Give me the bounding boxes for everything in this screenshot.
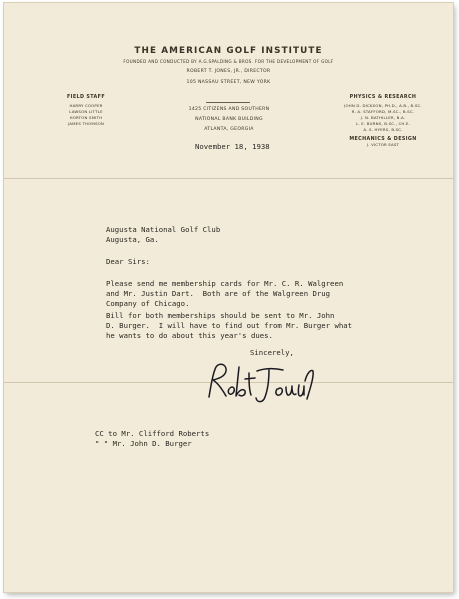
field-staff-member: HARRY COOPER bbox=[69, 103, 103, 108]
body-paragraph-2 bbox=[106, 311, 352, 341]
salutation: Dear Sirs: bbox=[106, 257, 150, 266]
director-line: ROBERT T. JONES, JR., DIRECTOR bbox=[186, 69, 271, 74]
research-staff-member: J. N. BATHILLER, B.A. bbox=[360, 115, 406, 120]
body-line: D. Burger. I will have to find out from Mr. Burger what bbox=[106, 321, 353, 330]
fold-crease-top bbox=[4, 178, 453, 179]
body-line: Company of Chicago. bbox=[106, 299, 190, 308]
physics-research-heading: PHYSICS & RESEARCH bbox=[349, 95, 417, 100]
institute-address: 105 NASSAU STREET, NEW YORK bbox=[186, 80, 271, 85]
research-staff-member: R. A. STAFFORD, M.SC., B.SC. bbox=[351, 109, 415, 114]
cc-line: CC to Mr. Clifford Roberts bbox=[95, 429, 210, 438]
body-line: he wants to do about this year's dues. bbox=[106, 331, 273, 340]
field-staff-column bbox=[50, 95, 122, 127]
office-address-line: NATIONAL BANK BUILDING bbox=[195, 117, 263, 122]
field-staff-heading: FIELD STAFF bbox=[66, 95, 106, 100]
office-divider-rule bbox=[206, 102, 250, 103]
field-staff-member: LAWSON LITTLE bbox=[69, 109, 103, 114]
office-address-line: ATLANTA, GEORGIA bbox=[204, 127, 254, 132]
research-staff-member: L. E. BURNS, B.SC., CH.E. bbox=[356, 121, 410, 126]
letter-page bbox=[4, 3, 453, 592]
body-line: and Mr. Justin Dart. Both are of the Walgreen Drug bbox=[106, 289, 331, 298]
body-paragraph-1 bbox=[106, 279, 343, 309]
body-line: Bill for both memberships should be sent to Mr. John bbox=[106, 311, 335, 320]
body-line: Please send me membership cards for Mr. C. R. Walgreen bbox=[106, 279, 344, 288]
atlanta-office-block bbox=[164, 105, 294, 135]
recipient-name: Augusta National Golf Club bbox=[106, 225, 221, 234]
mechanics-design-heading: MECHANICS & DESIGN bbox=[349, 137, 417, 142]
recipient-city: Augusta, Ga. bbox=[106, 235, 159, 244]
institute-founding-line: FOUNDED AND CONDUCTED BY A.G.SPALDING & BROS. FOR THE DEVELOPMENT OF GOLF bbox=[123, 59, 334, 64]
research-staff-member: A. S. HYERS, B.SC. bbox=[363, 127, 403, 132]
design-staff-member: J. VICTOR EAST bbox=[366, 142, 400, 147]
field-staff-member: JAMES THOMSON bbox=[67, 121, 105, 126]
office-address-line: 1425 CITIZENS AND SOUTHERN bbox=[188, 107, 270, 112]
institute-name: THE AMERICAN GOLF INSTITUTE bbox=[134, 46, 323, 56]
cc-line: " " Mr. John D. Burger bbox=[95, 439, 192, 448]
research-staff-column bbox=[332, 95, 434, 148]
complimentary-close: Sincerely, bbox=[250, 348, 294, 357]
letter-date: November 18, 1938 bbox=[195, 142, 270, 151]
field-staff-member: HORTON SMITH bbox=[69, 115, 103, 120]
handwritten-signature bbox=[201, 359, 321, 407]
cc-block bbox=[95, 429, 209, 449]
research-staff-member: JOHN D. DICKSON, PH.D., A.B., B.SC. bbox=[344, 103, 422, 108]
